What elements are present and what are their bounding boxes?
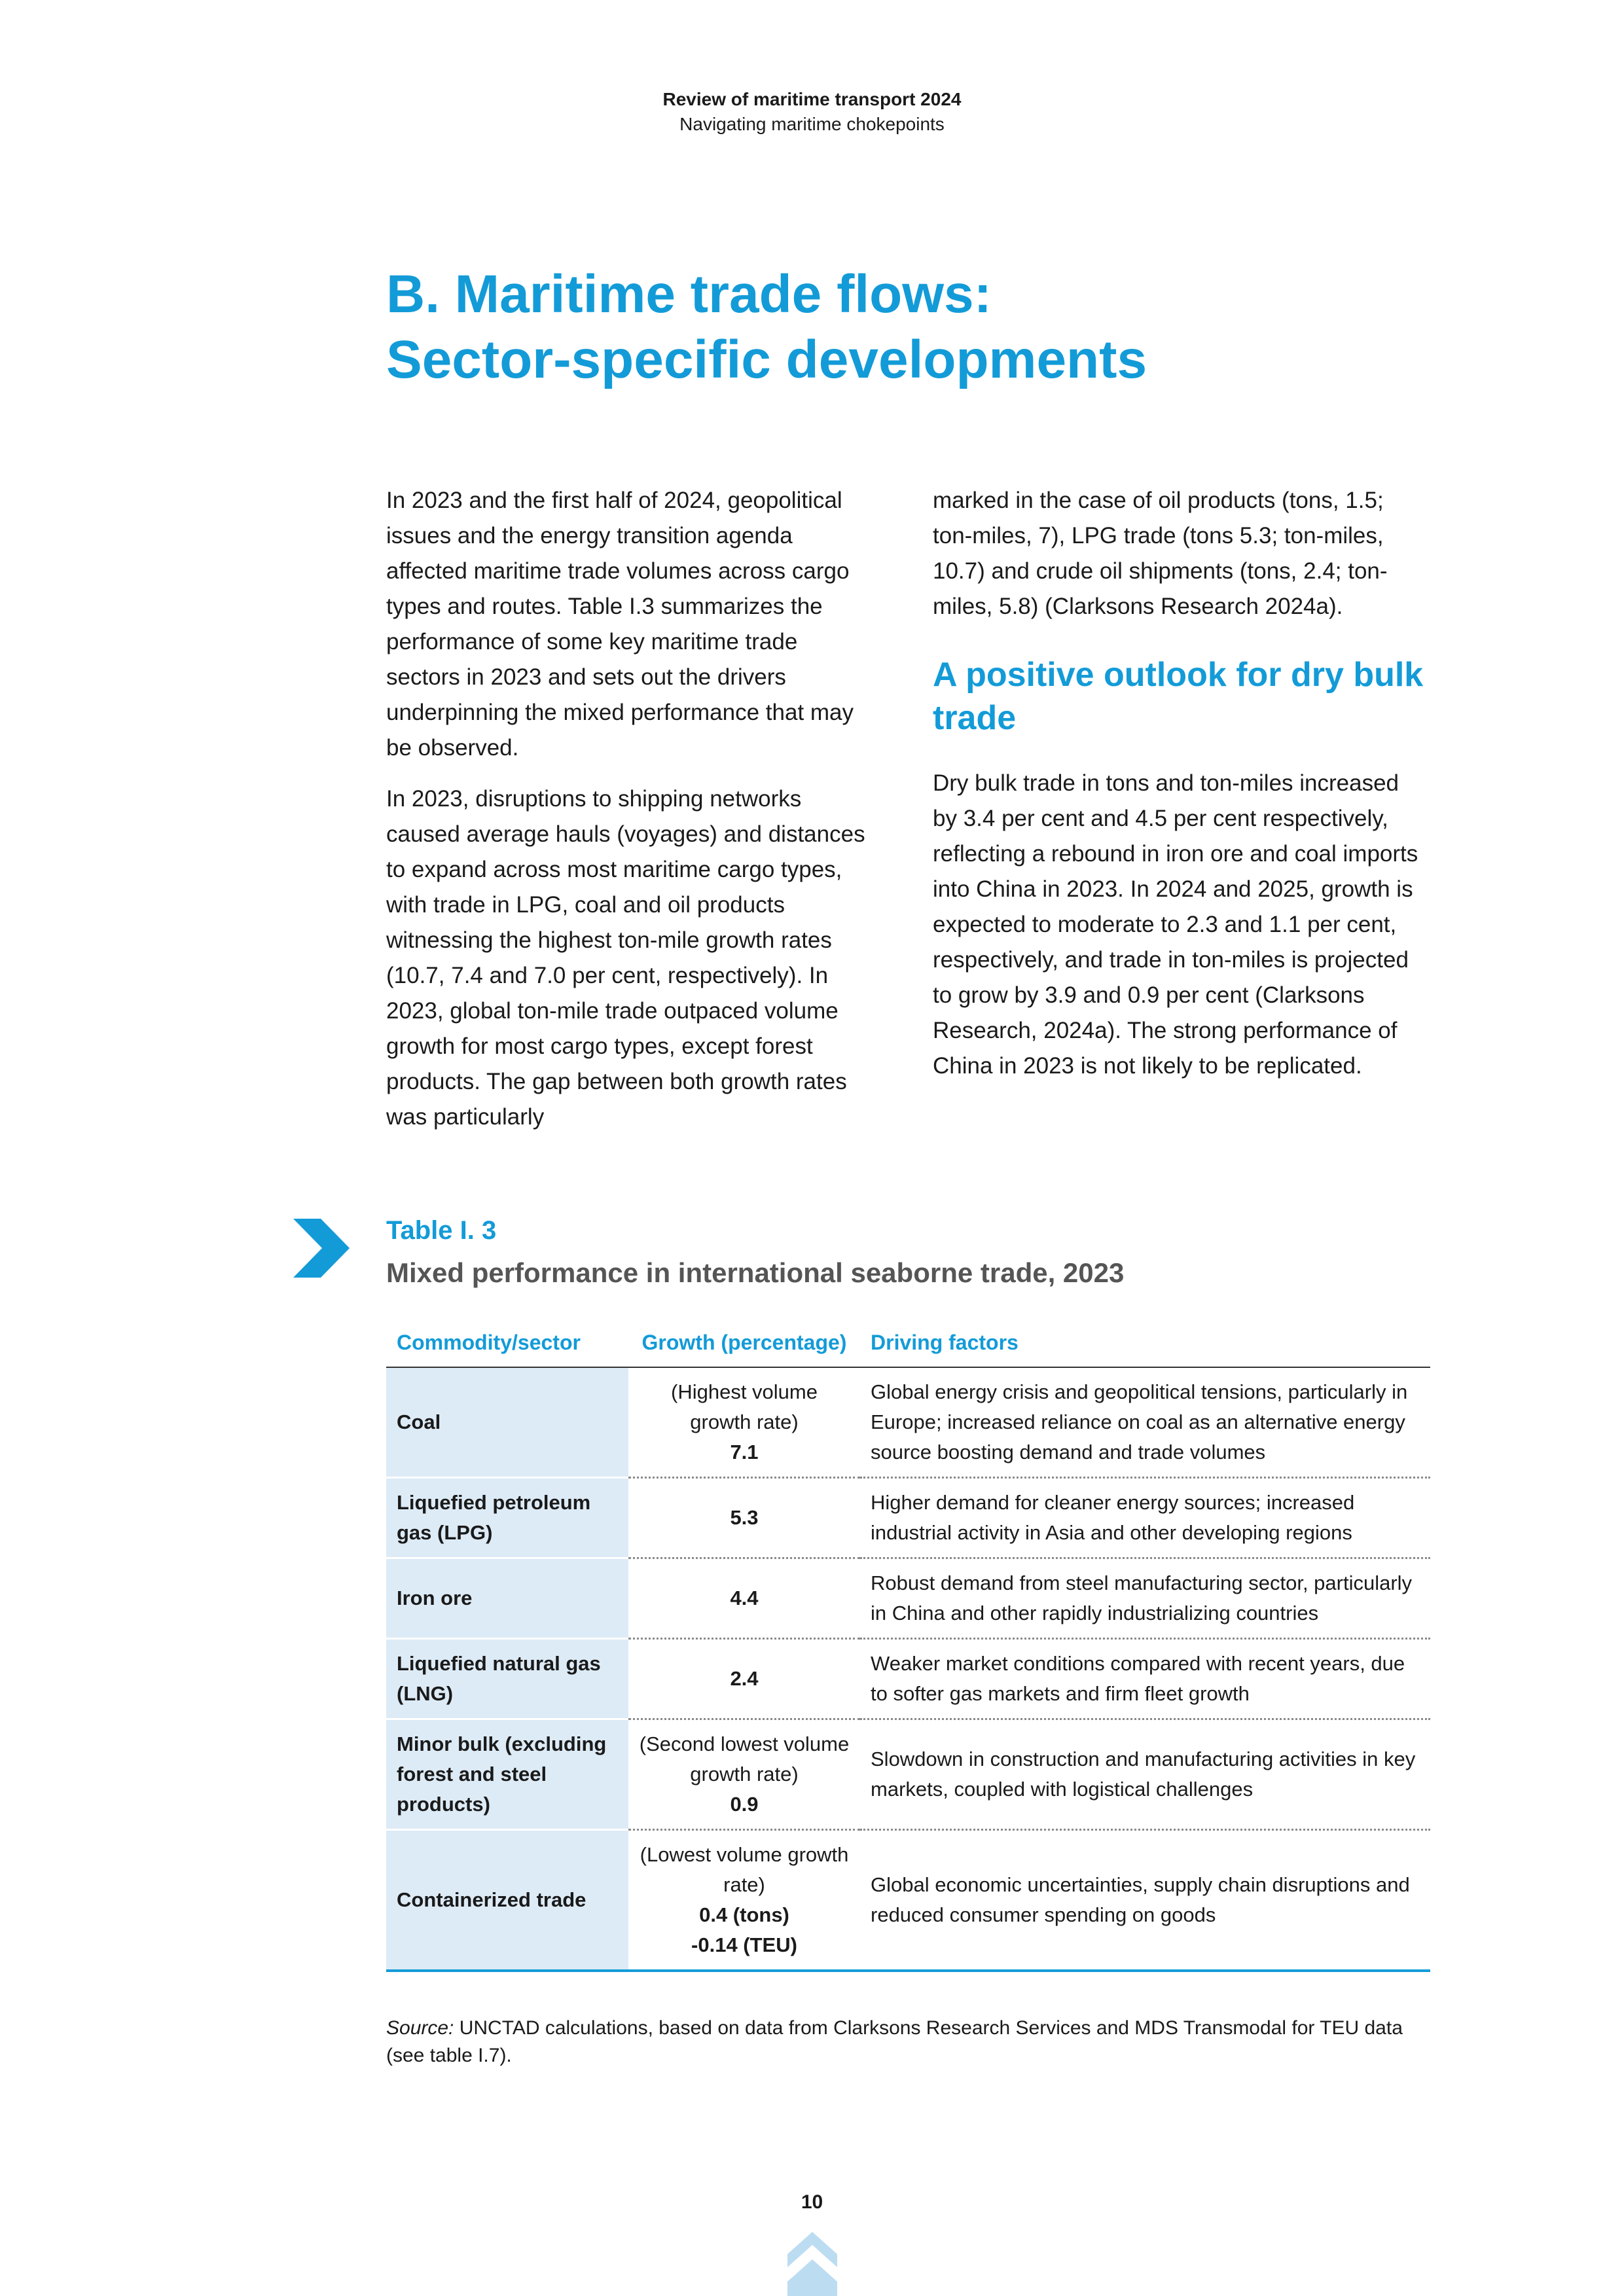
subheading: A positive outlook for dry bulk trade: [933, 656, 1424, 737]
drivers-cell: Robust demand from steel manufacturing sector, particularly in China and other rapidly industrializing countries: [860, 1558, 1430, 1639]
left-column: [386, 483, 877, 1151]
growth-cell: [628, 1367, 860, 1478]
growth-value: 2.4: [730, 1667, 759, 1690]
sector-cell: Coal: [386, 1367, 628, 1478]
chevron-right-icon: [293, 1219, 352, 1278]
page-number: 10: [801, 2191, 823, 2213]
paragraph: In 2023, disruptions to shipping networks caused average hauls (voyages) and distances to expand across most maritime cargo types, with trade in LPG, coal and oil products witnessing the highest ton-mile growth rates (10.7, 7.4 and 7.0 per cent, respectively). In 2023, global ton-mile trade outpaced volume growth for most cargo types, except forest products. The gap between both growth rates was particularly: [386, 786, 865, 1130]
drivers-cell: Global economic uncertainties, supply chain disruptions and reduced consumer spending on goods: [860, 1830, 1430, 1971]
table-caption: Mixed performance in international seaborne trade, 2023: [386, 1257, 1125, 1288]
section-title-line-1: B. Maritime trade flows:: [386, 264, 992, 324]
table-row: [386, 1830, 1430, 1971]
table-row: [386, 1367, 1430, 1478]
report-subtitle: Navigating maritime chokepoints: [679, 114, 945, 134]
right-column: [933, 483, 1424, 1100]
paragraph: marked in the case of oil products (tons, 1.5; ton-miles, 7), LPG trade (tons 5.3; ton-miles, 10.7) and crude oil shipments (tons, 2.4; ton-miles, 5.8) (Clarksons Research 2024a).: [933, 488, 1388, 619]
sector-cell: Containerized trade: [386, 1830, 628, 1971]
growth-value: 7.1: [730, 1441, 759, 1463]
growth-value: 0.4 (tons): [699, 1903, 789, 1926]
sector-cell: Liquefied natural gas (LNG): [386, 1639, 628, 1719]
growth-cell: [628, 1639, 860, 1719]
column-header-drivers: Driving factors: [860, 1321, 1430, 1367]
paragraph: In 2023 and the first half of 2024, geopolitical issues and the energy transition agenda affected maritime trade volumes across cargo types and routes. Table I.3 summarizes the performance of some key maritime trade sectors in 2023 and sets out the drivers underpinning the mixed performance that may be observed.: [386, 488, 854, 761]
section-title-line-2: Sector-specific developments: [386, 330, 1147, 389]
drivers-cell: Weaker market conditions compared with recent years, due to softer gas markets and firm fleet growth: [860, 1639, 1430, 1719]
sector-cell: Liquefied petroleum gas (LPG): [386, 1478, 628, 1558]
source-label: Source:: [386, 2017, 454, 2039]
drivers-cell: Global energy crisis and geopolitical tensions, particularly in Europe; increased reliance on coal as an alternative energy source boosting demand and trade volumes: [860, 1367, 1430, 1478]
column-header-growth: Growth (percentage): [628, 1321, 860, 1367]
growth-value: 0.9: [730, 1793, 759, 1816]
growth-value: 5.3: [730, 1506, 759, 1529]
drivers-cell: Slowdown in construction and manufacturing activities in key markets, coupled with logistical challenges: [860, 1719, 1430, 1830]
growth-value: -0.14 (TEU): [691, 1933, 797, 1956]
table-row: [386, 1478, 1430, 1558]
growth-cell: [628, 1830, 860, 1971]
drivers-cell: Higher demand for cleaner energy sources; increased industrial activity in Asia and other developing regions: [860, 1478, 1430, 1558]
growth-value: 4.4: [730, 1587, 759, 1609]
chevron-up-icon[interactable]: [787, 2231, 837, 2296]
paragraph: Dry bulk trade in tons and ton-miles increased by 3.4 per cent and 4.5 per cent respectively, reflecting a rebound in iron ore and coal imports into China in 2023. In 2024 and 2025, growth is expected to moderate to 2.3 and 1.1 per cent, respectively, and trade in ton-miles is projected to grow by 3.9 and 0.9 per cent (Clarksons Research, 2024a). The strong performance of China in 2023 is not likely to be replicated.: [933, 770, 1418, 1079]
source-text: UNCTAD calculations, based on data from Clarksons Research Services and MDS Transmodal for TEU data (see table I.7).: [386, 2017, 1403, 2066]
sector-cell: Minor bulk (excluding forest and steel products): [386, 1719, 628, 1830]
growth-note: (Lowest volume growth rate): [640, 1843, 849, 1896]
table-label: Table I. 3: [386, 1216, 497, 1245]
growth-note: (Highest volume growth rate): [671, 1380, 818, 1433]
table-row: [386, 1719, 1430, 1830]
section-title: [386, 262, 1499, 393]
column-header-sector: Commodity/sector: [386, 1321, 628, 1367]
growth-cell: [628, 1719, 860, 1830]
table-header-row: [386, 1321, 1430, 1367]
growth-note: (Second lowest volume growth rate): [639, 1732, 850, 1785]
sector-cell: Iron ore: [386, 1558, 628, 1639]
report-title: Review of maritime transport 2024: [662, 89, 962, 109]
table-row: [386, 1639, 1430, 1719]
running-header: [0, 87, 1624, 137]
trade-performance-table: [386, 1321, 1430, 1972]
growth-cell: [628, 1478, 860, 1558]
source-note: [386, 2015, 1434, 2070]
table-row: [386, 1558, 1430, 1639]
growth-cell: [628, 1558, 860, 1639]
